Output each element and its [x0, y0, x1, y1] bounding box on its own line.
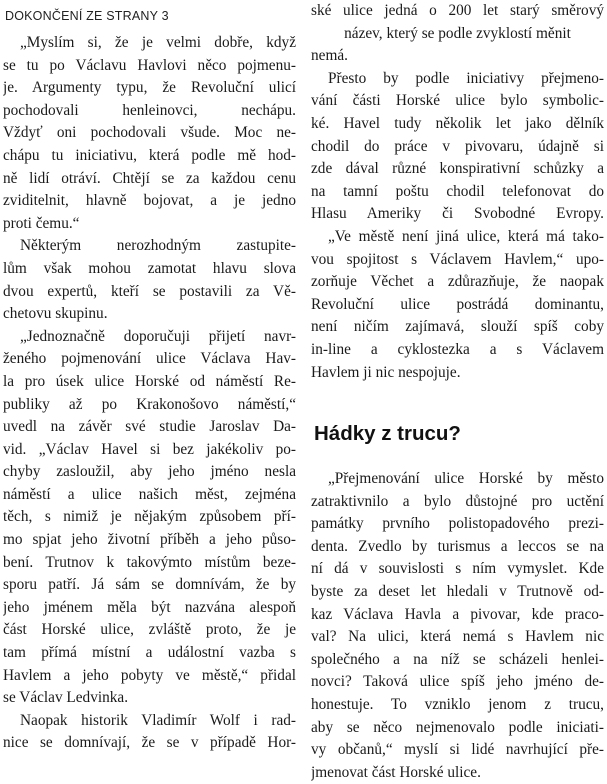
section-gap	[311, 384, 604, 419]
text-line: vy občanů,“ myslí si lidé navrhující pře-	[311, 741, 604, 759]
text-line: ké. Havel tudy několik let jako dělník	[311, 114, 604, 132]
text-line: vou spojitost s Václavem Havlem,“ upo-	[311, 250, 604, 268]
text-line: la pro úsek ulice Horské od náměstí Re-	[3, 372, 296, 390]
text-line: zorňuje Věchet a zdůrazňuje, že naopak	[311, 273, 604, 291]
text-line: těch, s nimiž je nějakým způsobem pří-	[3, 508, 296, 526]
text-line: pochodovali henleinovci, nechápu.	[3, 101, 296, 119]
text-line: tam přímá místní a událostní vazba s	[3, 644, 296, 662]
text-line: ně lidí otráví. Chtějí se za každou cenu	[3, 169, 296, 187]
right-column-body-bottom	[311, 468, 604, 784]
text-line: bení. Trutnov k takovýmto místům beze-	[3, 553, 296, 571]
text-line: dvou expertů, kteří se postavili za Vě-	[3, 282, 296, 300]
subhead: Hádky z trucu?	[314, 422, 461, 446]
text-line: společného a na níž se scházeli henlei-	[311, 650, 604, 668]
text-line: zde dával různé konspirativní schůzky a	[311, 160, 604, 178]
text-line: honestuje. To vzniklo jenom z trucu,	[311, 696, 604, 714]
text-line: chyby zasloužil, aby jeho jméno nesla	[3, 463, 296, 481]
text-line: aby se něco nejmenovalo podle iniciati-	[311, 718, 604, 736]
text-line: „Ve městě není jiná ulice, která má tako-	[328, 227, 604, 245]
text-line: uvedl na závěr své studie Jaroslav Da-	[3, 418, 296, 436]
text-line: Havlem ji nic nespojuje.	[311, 363, 461, 381]
text-line: lům však mohou zamotat hlavu slova	[3, 259, 296, 277]
text-line: nice se domnívají, že se v případě Hor-	[3, 734, 296, 752]
text-line: novci? Taková ulice spíš jeho jméno de-	[311, 673, 604, 691]
text-line: se Václav Ledvinka.	[3, 689, 129, 707]
text-line: Některým nerozhodným zastupite-	[20, 237, 296, 255]
text-line: „Myslím si, že je velmi dobře, když	[20, 34, 296, 51]
text-line: ženého pojmenování ulice Václava Hav-	[3, 350, 296, 368]
text-line: zviditelnit, hlavně bojovat, a je jedno	[3, 192, 296, 210]
text-line: je. Argumenty typu, že Revoluční ulicí	[3, 79, 296, 97]
text-line: byste za deset let hledali v Trutnově od-	[311, 583, 604, 601]
text-line: Vždyť oni pochodovali všude. Moc ne-	[3, 124, 296, 142]
text-line: Havlem a jeho pobyty ve městě,“ přidal	[3, 666, 296, 684]
text-line: část Horské ulice, zvláště proto, že je	[3, 621, 296, 639]
text-line: „Jednoznačně doporučuji přijetí navr-	[20, 327, 296, 345]
text-line: chetovu skupinu.	[3, 305, 108, 323]
left-column	[3, 0, 296, 755]
text-line: zatraktivnilo a bylo důstojné pro uctění	[311, 492, 604, 510]
text-line: ní dá v souvislosti s ním vymyslet. Kde	[311, 560, 604, 578]
left-column-body	[3, 32, 296, 755]
text-line: nemá.	[311, 47, 348, 65]
text-line: Hlasu Ameriky či Svobodné Evropy.	[311, 205, 604, 223]
text-line: sporu patří. Já sám se domnívám, že by	[3, 576, 296, 594]
text-line: náměstí a ulice našich měst, zejména	[3, 485, 296, 503]
text-line: není ničím zajímavá, slouží spíš coby	[311, 318, 604, 336]
text-line: jeho jménem měla být nazvána alespoň	[3, 598, 296, 616]
text-line: chápu tu iniciativu, která podle mě hod-	[3, 146, 296, 164]
text-line: Revoluční ulice postrádá dominantu,	[311, 295, 604, 313]
text-line: „Přejmenování ulice Horské by město	[328, 470, 604, 488]
text-line: in-line a cyklostezka a s Václavem	[311, 340, 604, 358]
text-line: Přesto by podle iniciativy přejmeno-	[328, 69, 604, 87]
text-line: kaz Václava Havla a pivovar, kde praco-	[311, 605, 604, 623]
text-line: vání části Horské ulice bylo symbolic-	[311, 92, 604, 110]
text-line: na tamní poštu chodil telefonovat do	[311, 182, 604, 200]
text-line: mo spjat jeho životní příběh a jeho půso-	[3, 531, 296, 549]
text-line: Naopak historik Vladimír Wolf i rad-	[20, 711, 296, 729]
text-line: chodil do práce v pivovaru, údajně si	[311, 137, 604, 155]
text-line: vid. „Václav Havel si bez jakékoliv po-	[3, 440, 296, 458]
text-line: denta. Zvedlo by turismus a leccos se na	[311, 537, 604, 555]
text-line: se tu po Václavu Havlovi něco pojmenu-	[3, 56, 296, 74]
right-column	[311, 0, 604, 784]
text-line: proti čemu.“	[3, 214, 80, 232]
right-column-body-top	[311, 0, 604, 384]
text-line: ské ulice jedná o 200 let starý směrový	[311, 2, 604, 19]
text-line: val? Na ulici, která nemá s Havlem nic	[311, 628, 604, 646]
text-line: památky prvního polistopadového prezi-	[311, 515, 604, 533]
continuation-kicker: DOKONČENÍ ZE STRANY 3	[5, 9, 169, 23]
text-line: jmenovat část Horské ulice.	[311, 763, 481, 781]
text-line: publiky až po Krakonošovo náměstí,“	[3, 395, 296, 413]
text-line: název, který se podle zvyklostí měnit	[344, 24, 571, 42]
